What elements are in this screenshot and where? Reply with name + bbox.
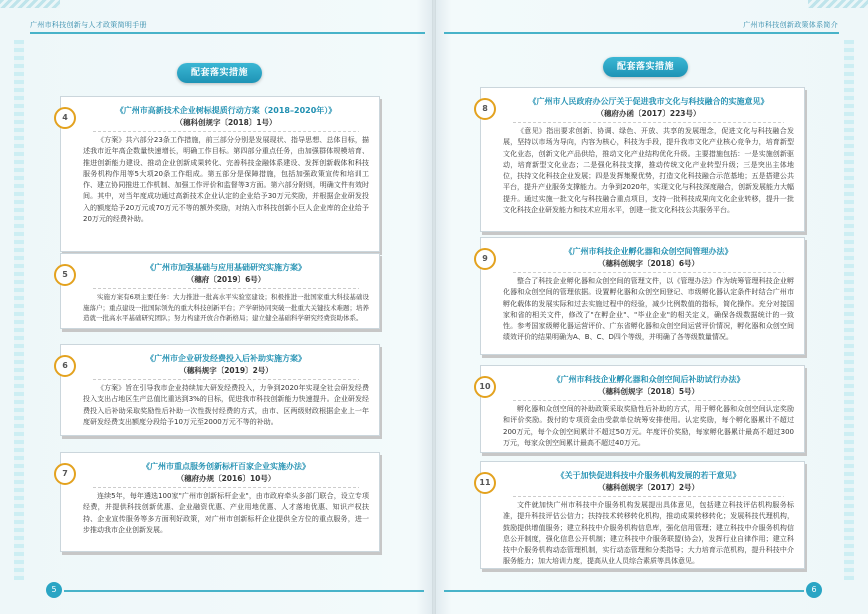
header-rule-left bbox=[30, 32, 425, 34]
card-number-badge: 10 bbox=[474, 376, 496, 398]
card-number-badge: 4 bbox=[54, 107, 76, 129]
decor-ribbon-right bbox=[844, 40, 854, 580]
card-title: 《广州市加强基础与应用基础研究实施方案》 bbox=[146, 263, 306, 272]
card-body: 连续5年，每年遴选100家"广州市创新标杆企业"，由市政府牵头多部门联合，设立专项经费，并提供科技创新优惠、企业融资优惠、产业用地优惠、人才落地优惠、知识产权扶持、企业宣传服务等多方面利好政策，对广州市创新标杆企业提供全方位的重点服务，进一步推动我市企业创新发展。 bbox=[83, 492, 369, 534]
decor-stripe-left bbox=[0, 0, 60, 8]
card-document-number: （穗府办规〔2016〕10号） bbox=[176, 474, 276, 483]
card-number-badge: 6 bbox=[54, 355, 76, 377]
card-document-number: （穗科创规字〔2018〕5号） bbox=[597, 387, 700, 396]
card-number-badge: 9 bbox=[474, 248, 496, 270]
card-title: 《广州市人民政府办公厅关于促进我市文化与科技融合的实施意见》 bbox=[528, 97, 769, 106]
card-body: 孵化器和众创空间的补助政策采取奖励性后补助的方式，用于孵化器和众创空间认定奖励和评价奖励。拨付的专项资金由受款单位统筹安排使用。认定奖励，每个孵化器累计不超过200万元，每个众创空间累计不超过50万元。年度评价奖励，每家孵化器累计最高不超过300万元，每家众创空间累计最高不超过40万元。 bbox=[503, 405, 794, 447]
decor-ribbon-left bbox=[14, 40, 24, 580]
card-divider bbox=[513, 496, 784, 497]
card-divider bbox=[93, 131, 359, 132]
policy-card-9 bbox=[480, 237, 805, 355]
card-body: 实施方案有6项主要任务：大力推进一批高水平实验室建设；积极推进一批国家重大科技基础设施落户；重点建设一批国际领先的重大科技创新平台；产学研协同突破一批重大关键技术难题；培养造就一批高水平基础研究团队；努力构建开放合作新格局；建立健全基础科学研究经费资助体系。 bbox=[83, 293, 369, 322]
card-number-badge: 5 bbox=[54, 264, 76, 286]
card-number-badge: 11 bbox=[474, 472, 496, 494]
card-title: 《关于加快促进科技中介服务机构发展的若干意见》 bbox=[556, 471, 741, 480]
card-divider bbox=[513, 272, 784, 273]
card-title: 《广州市高新技术企业树标提质行动方案（2018–2020年）》 bbox=[115, 106, 337, 115]
card-number-badge: 7 bbox=[54, 463, 76, 485]
card-body: 文件就加快广州市科技中介服务机构发展提出具体意见，包括建立科技评估机构服务标准，提升科技评估公信力；扶持技术转移转化机构，推动成果转移转化；发展科技代理机构，鼓励提供增值服务；建立科技中介服务机构信息库，强化信用管理；建立科技中介服务机构信息公开制度，强化信息公开机制；建立科技中介服务联盟(协会)，发挥行业自律作用；建立科技中介服务机构动态管理机制，实行动态管理和分类指导；大力培育示范机构，提升科技中介服务能力；加大培训力度，提高从业人员综合素质等具体意见。 bbox=[503, 501, 794, 566]
card-title: 《广州市科技企业孵化器和众创空间管理办法》 bbox=[564, 247, 733, 256]
card-title: 《广州市科技企业孵化器和众创空间后补助试行办法》 bbox=[552, 375, 745, 384]
card-divider bbox=[513, 122, 784, 123]
section-heading-left: 配套落实措施 bbox=[177, 63, 262, 83]
book-gutter bbox=[432, 0, 436, 614]
card-divider bbox=[513, 400, 784, 401]
running-header-left: 广州市科技创新与人才政策简明手册 bbox=[30, 21, 147, 29]
card-body: 《意见》指出要求创新、协调、绿色、开放、共享的发展理念，促进文化与科技融合发展，坚持以市场为导向，内容为核心，科技为手段，提升我市文化产业核心竞争力，培育新型文化业态，创新文化产品供给，推动文化产业结构优化升级。主要措施包括：一是实施创新驱动，培育新型文化业态；二是强化科技支撑，推动传统文化产业转型升级；三是突出主体地位，扶持文化科技企业发展；四是发挥集聚优势，打造文化科技融合示范基地；五是搭建公共平台，提升产业服务支撑能力。力争到2020年，实现文化与科技深度融合，创新发展能力大幅提升。通过实施一批文化与科技融合重点项目，支持一批科技成果向文化企业转移，提升一批文化科技企业研发能力和技术应用水平，创建一批文化科技公共服务平台。 bbox=[503, 127, 794, 215]
card-number-badge: 8 bbox=[474, 98, 496, 120]
footer-rule-right bbox=[444, 590, 804, 592]
page-number-right: 6 bbox=[806, 582, 822, 598]
policy-card-10 bbox=[480, 365, 805, 453]
card-document-number: （穗府〔2019〕6号） bbox=[186, 275, 266, 284]
card-divider bbox=[93, 379, 359, 380]
section-heading-right: 配套落实措施 bbox=[603, 57, 688, 77]
policy-card-4 bbox=[60, 96, 380, 252]
card-document-number: （穗科创规字〔2017〕2号） bbox=[597, 483, 700, 492]
card-document-number: （穗科创规字〔2018〕6号） bbox=[597, 259, 700, 268]
card-title: 《广州市重点服务创新标杆百家企业实施办法》 bbox=[142, 462, 310, 471]
card-body: 《方案》旨在引导我市企业持续加大研发经费投入，力争到2020年实现全社会研发经费投入支出占地区生产总值比重达到3%的目标，促进我市科技创新能力快速提升。企业研发经费投入后补助采取奖励性后补助一次性拨付经费的方式，由市、区两级财政根据企业上一年度研发经费支出额度分段给予10万元至2000万元不等的补助。 bbox=[83, 384, 369, 426]
decor-stripe-right bbox=[808, 0, 868, 8]
card-document-number: （穗府办函〔2017〕223号） bbox=[596, 109, 701, 118]
running-header-right: 广州市科技创新政策体系简介 bbox=[743, 21, 838, 29]
card-divider bbox=[93, 288, 359, 289]
card-body: 整合了科技企业孵化器和众创空间的管理文件，以《管理办法》作为统筹管理科技企业孵化器和众创空间的管理依据。设置孵化器和众创空间登记、市级孵化器认定条件时结合广州市孵化载体的发展实际和过去实施过程中的经验，减少比例数值的指标，简化操作。充分对接国家和省的相关文件，修改了"在孵企业"、"毕业企业"的相关定义，确保各级数据统计的一致性。参考国家级孵化器运营评价、广东省孵化器和众创空间运营评价情况，孵化器和众创空间绩效评价的结果明确为A、B、C、D四个等级，并明确了各等级数量情况。 bbox=[503, 277, 794, 342]
policy-card-6 bbox=[60, 344, 380, 436]
header-rule-right bbox=[444, 32, 839, 34]
card-title: 《广州市企业研发经费投入后补助实施方案》 bbox=[146, 354, 306, 363]
policy-card-7 bbox=[60, 452, 380, 552]
policy-card-5 bbox=[60, 253, 380, 329]
card-document-number: （穗科规字〔2019〕2号） bbox=[179, 366, 273, 375]
footer-rule-left bbox=[64, 590, 424, 592]
card-document-number: （穗科创规字〔2018〕1号） bbox=[175, 118, 277, 127]
policy-card-8 bbox=[480, 87, 805, 232]
card-body: 《方案》共六部分23条工作措施，前三部分分别是发展现状、指导思想、总体目标，描述我市近年高企数量快速增长，明确工作目标。第四部分重点任务，由加强群体规模培育、推进创新能力建设、推动企业创新成果转化、完善科技金融体系建设、发挥创新载体和科技服务机构作用等5大项20条工作组成。第五部分是保障措施，包括加强政策宣传和培训工作、建立协同推进工作机制、加强工作评价和监督等3方面。第六部分附则，明确文件有效时间。其中，对当年度成功通过高新技术企业认定的企业给予30万元奖励，并根据企业研发投入的额度给予20万元或70万元不等的额外奖励，对纳入市科技创新小巨人企业库的企业给予20万元的经费补助。 bbox=[83, 136, 369, 224]
card-divider bbox=[93, 487, 359, 488]
policy-card-11 bbox=[480, 461, 805, 569]
page-number-left: 5 bbox=[46, 582, 62, 598]
